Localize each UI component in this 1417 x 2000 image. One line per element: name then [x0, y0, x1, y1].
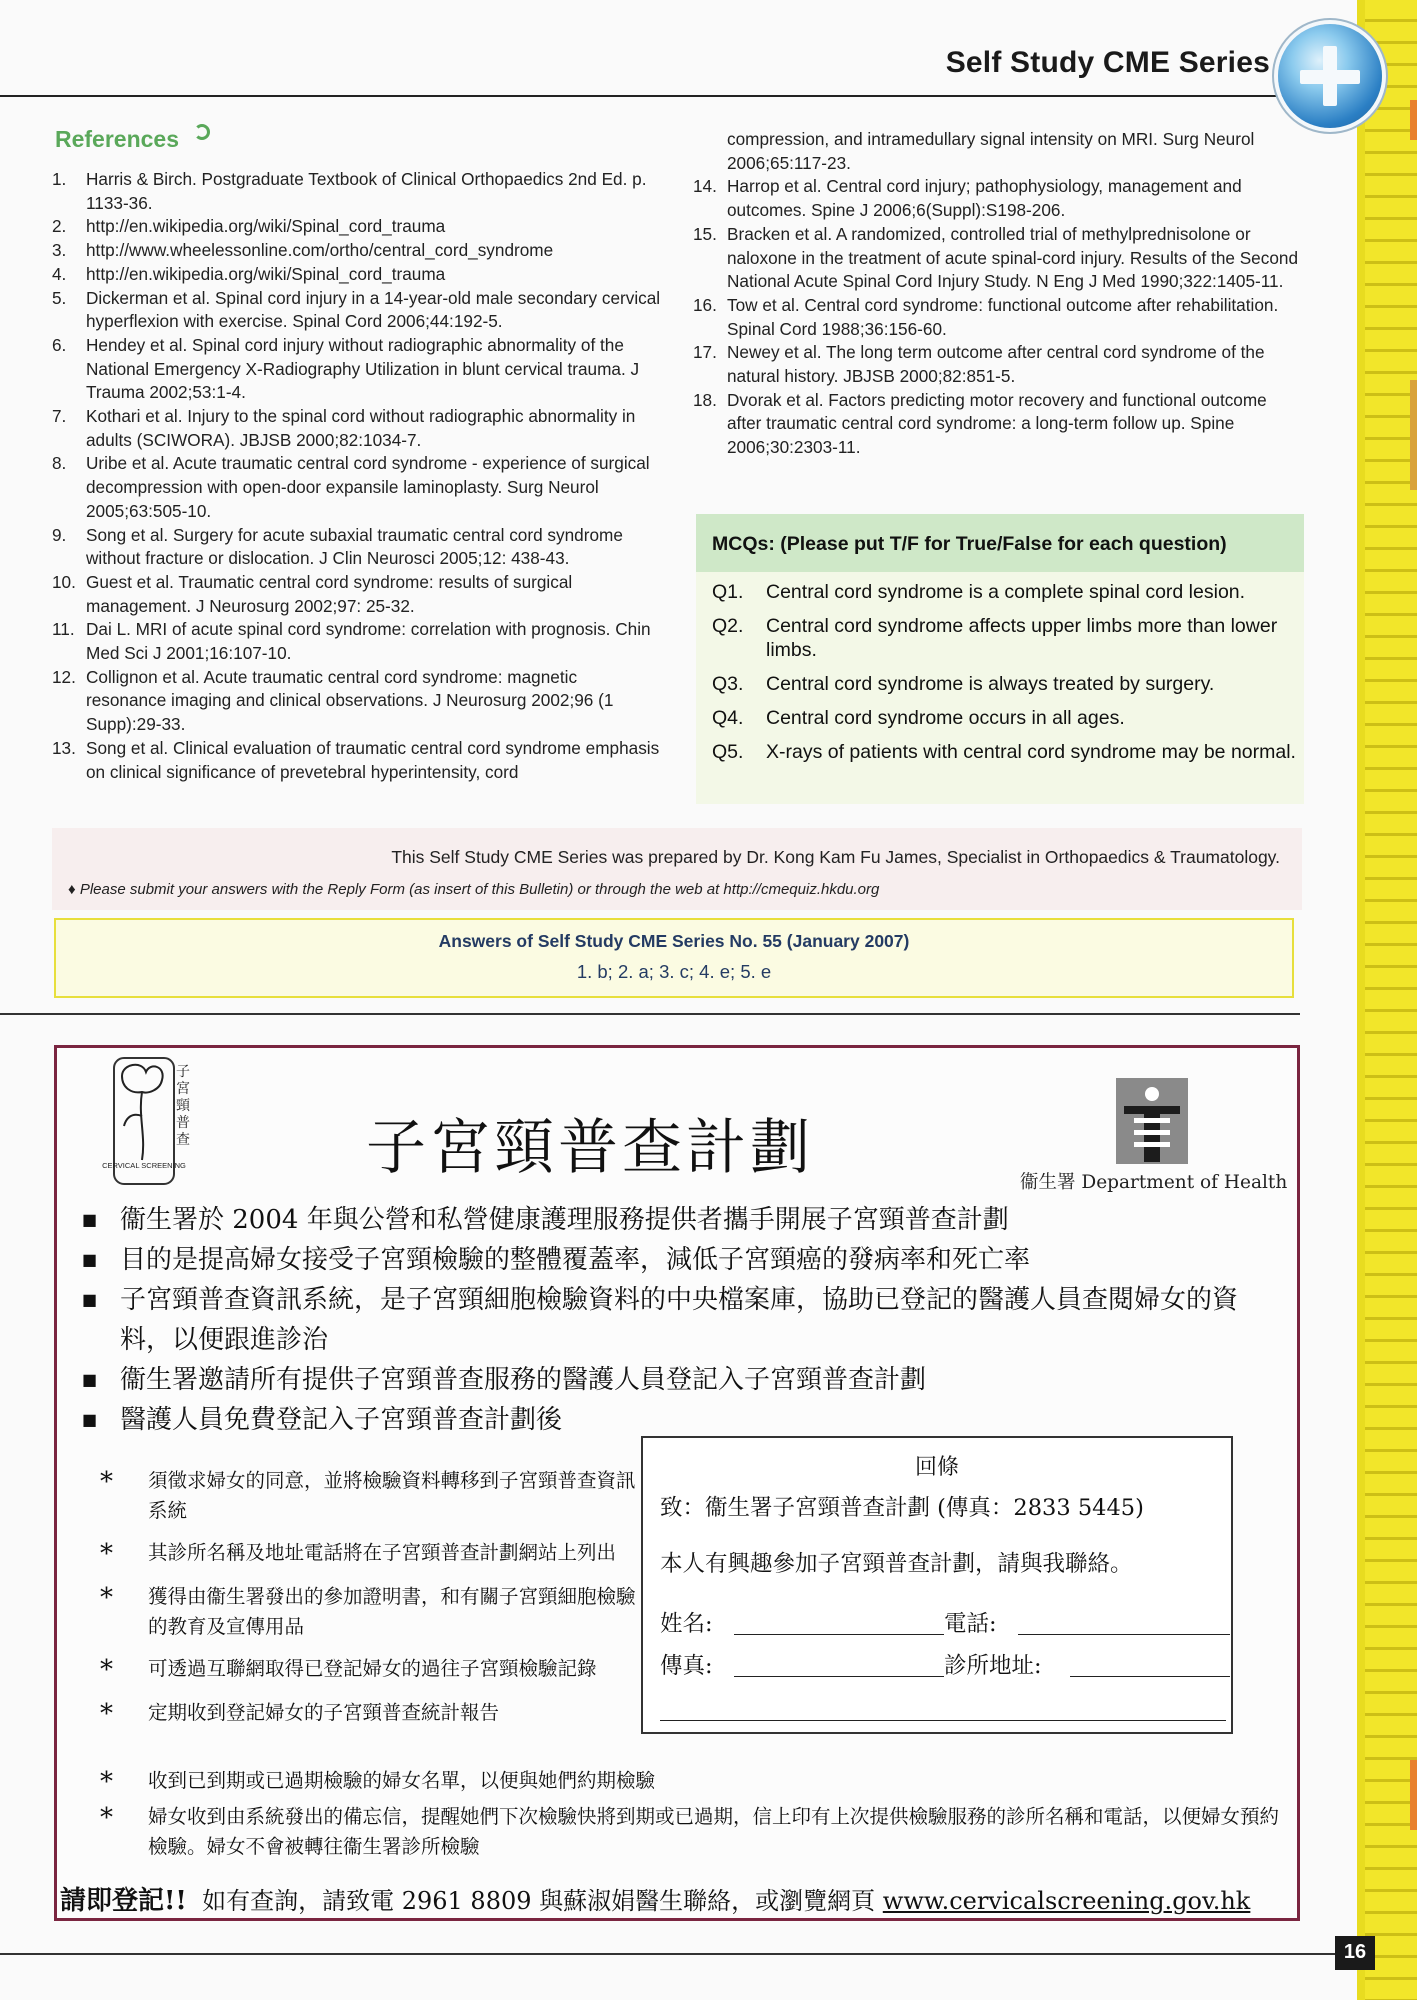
benefit-item: [100, 1466, 640, 1526]
benefit-item: [100, 1698, 640, 1730]
reference-link[interactable]: http://en.wikipedia.org/wiki/Spinal_cord_trauma: [86, 216, 446, 237]
bullet-text: 衞生署於 2004 年與公營和私營健康護理服務提供者攜手開展子宮頸普查計劃: [120, 1205, 1009, 1235]
reference-text: compression, and intramedullary signal intensity on MRI. Surg Neurol 2006;65:117-23.: [727, 129, 1255, 173]
question-number: Q4.: [712, 707, 744, 729]
advert-bullet: [82, 1200, 1282, 1240]
square-bullet-icon: ■: [82, 1210, 98, 1229]
reference-number: 9.: [52, 524, 67, 545]
reference-item: [52, 263, 662, 287]
side-stripe-accent: [1410, 100, 1417, 140]
fax-field[interactable]: [734, 1676, 944, 1677]
question-text: X-rays of patients with central cord syndrome may be normal.: [766, 741, 1296, 763]
phone-label: 電話:: [944, 1611, 997, 1637]
page-number: 16: [1343, 1941, 1367, 1963]
reference-link[interactable]: http://en.wikipedia.org/wiki/Spinal_cord_trauma: [86, 263, 446, 284]
benefit-item: [100, 1538, 640, 1570]
reference-text: Harris & Birch. Postgraduate Textbook of Clinical Orthopaedics 2nd Ed. p. 1133-36.: [86, 169, 647, 213]
bullet-text: 衞生署邀請所有提供子宮頸普查服務的醫護人員登記入子宮頸普查計劃: [120, 1365, 927, 1395]
address-label: 診所地址:: [944, 1653, 1042, 1679]
reference-number: 11.: [52, 619, 75, 640]
benefit-list-wide: [100, 1766, 1280, 1874]
square-bullet-icon: ■: [82, 1410, 98, 1429]
reference-number: 17.: [693, 342, 717, 363]
bullet-text: 醫護人員免費登記入子宮頸普查計劃後: [120, 1405, 563, 1435]
benefit-text: 獲得由衞生署發出的參加證明書，和有關子宮頸細胞檢驗的教育及宣傳用品: [148, 1585, 636, 1638]
benefit-item: [100, 1582, 640, 1642]
reference-text: Kothari et al. Injury to the spinal cord without radiographic abnormality in adults (SCIWORA). JBJSB 2000;82:1034-7.: [86, 406, 636, 450]
name-field[interactable]: [734, 1634, 944, 1635]
reference-number: [693, 128, 727, 175]
reference-number: 14.: [693, 176, 717, 197]
reference-text: Harrop et al. Central cord injury; pathophysiology, management and outcomes. Spine J 2006;6(Suppl):S198-206.: [727, 176, 1242, 221]
reference-item: [52, 666, 662, 737]
advert-bullet-list: [82, 1200, 1282, 1440]
reference-text: Bracken et al. A randomized, controlled trial of methylprednisolone or naloxone in the treatment of acute spinal-cord injury. Results of the Second National Acute Spinal Cord Injury Study. N Eng J Med 1990;322:1405-11.: [727, 223, 1299, 292]
references-left-column: [52, 168, 662, 784]
reference-number: 5.: [52, 287, 67, 308]
benefit-list: [100, 1466, 640, 1742]
section-divider: [0, 1013, 1300, 1015]
question-text: Central cord syndrome affects upper limbs more than lower limbs.: [766, 615, 1278, 661]
reference-item: [52, 287, 662, 334]
question-number: Q3.: [712, 673, 744, 695]
question-number: Q5.: [712, 741, 744, 763]
reply-slip-title: 回條: [914, 1455, 959, 1480]
reference-link[interactable]: http://www.wheelessonline.com/ortho/central_cord_syndrome: [86, 240, 554, 261]
reference-number: 10.: [52, 571, 76, 592]
references-swirl-icon: [194, 124, 210, 140]
logo-caption: CERVICAL SCREENING: [102, 1161, 186, 1170]
benefit-text: 定期收到登記婦女的子宮頸普查統計報告: [148, 1701, 500, 1724]
reference-number: 13.: [52, 737, 76, 758]
reference-text: Collignon et al. Acute traumatic central cord syndrome: magnetic resonance imaging and clinical observations. J Neurosurg 2002;96 (1 Supp):29-33.: [86, 666, 614, 735]
reference-item: [52, 618, 662, 665]
asterisk-bullet-icon: *: [100, 1699, 113, 1729]
advert-title: 子宮頸普查計劃: [366, 1113, 814, 1183]
square-bullet-icon: ■: [82, 1370, 98, 1389]
reference-number: 12.: [52, 666, 76, 687]
square-bullet-icon: ■: [82, 1250, 98, 1269]
asterisk-bullet-icon: *: [100, 1467, 113, 1497]
benefit-item: [100, 1766, 1280, 1798]
department-label: 衞生署 Department of Health: [1020, 1172, 1288, 1193]
reference-item: [52, 737, 662, 784]
submission-note: ♦ Please submit your answers with the Reply Form (as insert of this Bulletin) or through the web at http://cmequiz.hkdu.org: [68, 881, 880, 898]
reference-number: 7.: [52, 406, 67, 427]
question-text: Central cord syndrome is a complete spinal cord lesion.: [766, 581, 1246, 603]
answers-title: Answers of Self Study CME Series No. 55 (January 2007): [438, 931, 910, 951]
reference-number: 15.: [693, 223, 717, 244]
reference-item: [52, 524, 662, 571]
reference-number: 8.: [52, 453, 67, 474]
benefit-text: 其診所名稱及地址電話將在子宮頸普查計劃網站上列出: [148, 1541, 617, 1564]
phone-field[interactable]: [1018, 1634, 1230, 1635]
benefit-text: 婦女收到由系統發出的備忘信，提醒她們下次檢驗快將到期或已過期，信上印有上次提供檢驗服務的診所名稱和電話，以便婦女預約檢驗。婦女不會被轉往衞生署診所檢驗: [148, 1805, 1280, 1858]
reply-interest-statement: 本人有興趣參加子宮頸普查計劃，請與我聯絡。: [660, 1551, 1133, 1577]
reference-text: Song et al. Clinical evaluation of traumatic central cord syndrome emphasis on clinical significance of prevetebral hyperintensity, cord: [86, 737, 660, 782]
references-heading: References: [55, 126, 180, 152]
reference-item: [52, 571, 662, 618]
author-credit: This Self Study CME Series was prepared by Dr. Kong Kam Fu James, Specialist in Orthopaedics & Traumatology.: [391, 847, 1280, 867]
advert-bullet: [82, 1240, 1282, 1280]
benefit-item: [100, 1654, 640, 1686]
asterisk-bullet-icon: *: [100, 1803, 113, 1833]
reference-item: [52, 239, 662, 263]
reference-number: 16.: [693, 294, 717, 315]
website-link[interactable]: www.cervicalscreening.gov.hk: [882, 1887, 1251, 1915]
registration-footer: [60, 1880, 1290, 1917]
benefit-text: 須徵求婦女的同意，並將檢驗資料轉移到子宮頸普查資訊系統: [148, 1469, 636, 1522]
side-stripe-edge: [1357, 0, 1365, 2000]
bullet-text: 子宮頸普查資訊系統，是子宮頸細胞檢驗資料的中央檔案庫，協助已登記的醫護人員查閱婦女的資料，以便跟進診治: [120, 1285, 1239, 1355]
reference-item: [52, 334, 662, 405]
reference-text: Newey et al. The long term outcome after central cord syndrome of the natural history. JBJSB 2000;82:851-5.: [727, 342, 1265, 387]
reply-recipient: 致：衞生署子宮頸普查計劃 (傳真：2833 5445): [660, 1495, 1144, 1521]
reference-number: 3.: [52, 240, 67, 261]
reference-item: [693, 128, 1300, 175]
benefit-item: [100, 1802, 1280, 1862]
reference-text: Hendey et al. Spinal cord injury without radiographic abnormality of the National Emergency X-Radiography Utilization in blunt cervical trauma. J Trauma 2002;53:1-4.: [86, 334, 640, 403]
mcq-title: MCQs: (Please put T/F for True/False for each question): [712, 533, 1227, 555]
reference-text: Song et al. Surgery for acute subaxial traumatic central cord syndrome without fracture or dislocation. J Clin Neurosci 2005;12: 438-43.: [86, 524, 623, 569]
logo-cross-bar: [1323, 46, 1337, 106]
advert-bullet: [82, 1280, 1282, 1360]
mcq-question: [712, 706, 1302, 730]
mcq-question: [712, 580, 1302, 604]
mcq-question: [712, 740, 1302, 764]
question-number: Q2.: [712, 615, 744, 637]
reference-item: [693, 389, 1300, 460]
reference-text: Dickerman et al. Spinal cord injury in a 14-year-old male secondary cervical hyperflexion with exercise. Spinal Cord 2006;44:192-5.: [86, 287, 661, 332]
reference-number: 2.: [52, 216, 67, 237]
asterisk-bullet-icon: *: [100, 1767, 113, 1797]
references-right-column: [693, 128, 1300, 460]
bullet-text: 目的是提高婦女接受子宮頸檢驗的整體覆蓋率，減低子宮頸癌的發病率和死亡率: [120, 1245, 1031, 1275]
register-now-text: 請即登記!!: [60, 1886, 187, 1916]
square-bullet-icon: ■: [82, 1290, 98, 1309]
header-rule: [0, 95, 1300, 97]
answers-box: [54, 918, 1294, 998]
reference-item: [52, 168, 662, 215]
asterisk-bullet-icon: *: [100, 1655, 113, 1685]
reference-text: Guest et al. Traumatic central cord syndrome: results of surgical management. J Neurosurg 2002;97: 25-32.: [86, 571, 573, 616]
reference-item: [52, 405, 662, 452]
fax-label: 傳真:: [660, 1653, 713, 1679]
series-title: Self Study CME Series: [945, 46, 1270, 79]
reference-item: [693, 223, 1300, 294]
side-stripe-accent: [1410, 380, 1417, 490]
advert-bullet: [82, 1400, 1282, 1440]
reference-number: 1.: [52, 169, 67, 189]
reference-item: [52, 452, 662, 523]
question-number: Q1.: [712, 581, 744, 603]
mcq-question: [712, 614, 1302, 662]
reference-item: [52, 215, 662, 239]
answers-text: 1. b; 2. a; 3. c; 4. e; 5. e: [576, 961, 772, 982]
reference-text: Uribe et al. Acute traumatic central cord syndrome - experience of surgical decompression with open-door expansile laminoplasty. Surg Neurol 2005;63:505-10.: [86, 453, 650, 521]
side-stripe: [1357, 0, 1417, 2000]
reference-text: Tow et al. Central cord syndrome: functional outcome after rehabilitation. Spinal Cord 1988;36:156-60.: [727, 294, 1279, 339]
reference-item: [693, 175, 1300, 222]
reference-text: Dvorak et al. Factors predicting motor recovery and functional outcome after traumatic central cord syndrome: a long-term follow up. Spine 2006;30:2303-11.: [727, 389, 1267, 458]
side-stripe-accent: [1410, 1760, 1417, 1830]
benefit-text: 可透過互聯網取得已登記婦女的過往子宮頸檢驗記錄: [148, 1657, 597, 1680]
asterisk-bullet-icon: *: [100, 1539, 113, 1569]
name-label: 姓名:: [660, 1611, 713, 1637]
reference-item: [693, 341, 1300, 388]
department-of-health-logo-icon: [1116, 1078, 1188, 1164]
advert-bullet: [82, 1360, 1282, 1400]
reference-number: 4.: [52, 263, 67, 284]
reference-number: 18.: [693, 389, 717, 410]
bottom-rule: [0, 1953, 1340, 1955]
mcq-question: [712, 672, 1302, 696]
address-field-line-2[interactable]: [660, 1720, 1226, 1721]
reference-number: 6.: [52, 334, 67, 355]
question-text: Central cord syndrome occurs in all ages.: [766, 707, 1125, 729]
address-field[interactable]: [1070, 1676, 1230, 1677]
benefit-text: 收到已到期或已過期檢驗的婦女名單，以便與她們約期檢驗: [148, 1769, 656, 1792]
question-text: Central cord syndrome is always treated by surgery.: [766, 673, 1215, 695]
reference-text: Dai L. MRI of acute spinal cord syndrome: correlation with prognosis. Chin Med Sci J 2001;16:107-10.: [86, 619, 651, 664]
logo-vertical-text: 子宮頸普查: [176, 1064, 190, 1148]
enquiry-text: 如有查詢，請致電 2961 8809 與蘇淑娟醫生聯絡，或瀏覽網頁: [202, 1887, 876, 1915]
reference-item: [693, 294, 1300, 341]
asterisk-bullet-icon: *: [100, 1583, 113, 1613]
mcq-question-list: [712, 580, 1302, 774]
